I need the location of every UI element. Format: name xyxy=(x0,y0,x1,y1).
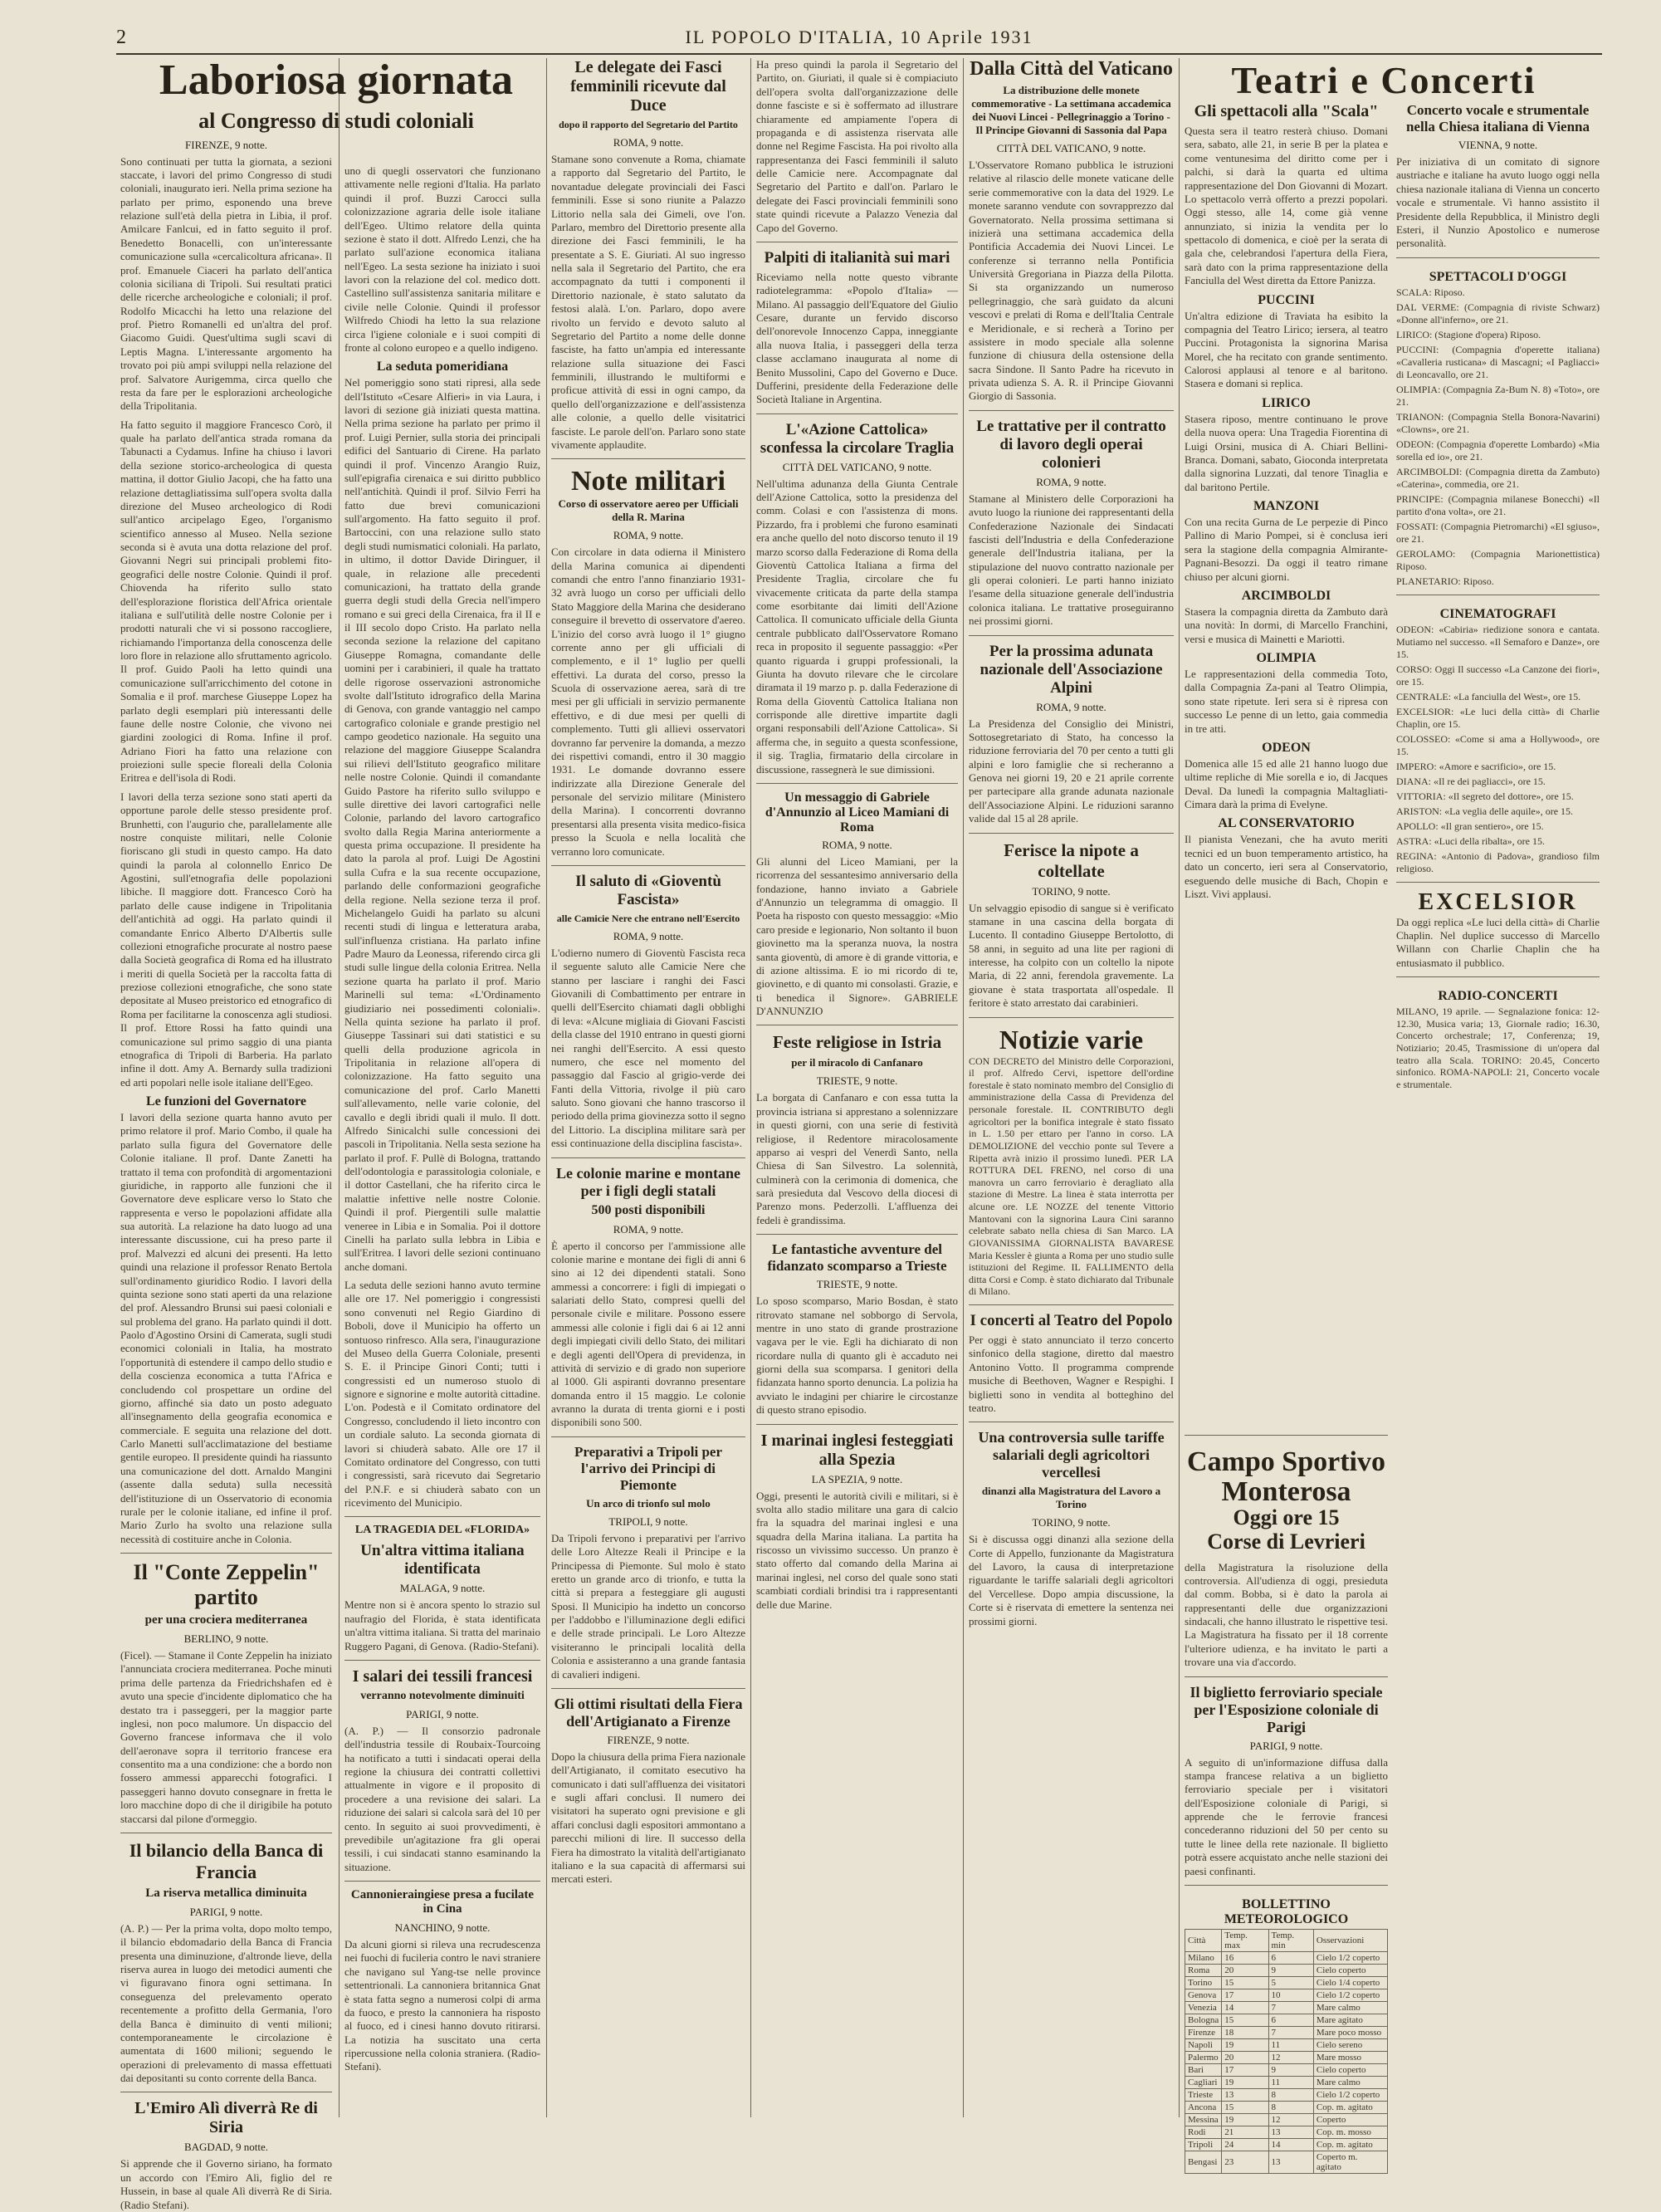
article-alpini xyxy=(969,635,1174,826)
listing-items xyxy=(1396,286,1600,588)
table-row xyxy=(1185,1976,1388,1989)
article-palpiti xyxy=(756,242,958,407)
table-cell: Bari xyxy=(1185,2063,1222,2076)
table-cell: Napoli xyxy=(1185,2038,1222,2051)
section-heading: Le funzioni del Governatore xyxy=(145,1094,307,1109)
meteo-body xyxy=(1185,1951,1388,2173)
article-headline: Notizie varie xyxy=(999,1024,1144,1055)
article-body: Domenica alle 15 ed alle 21 hanno luogo due ultime repliche di Mie sorella e io, di Jacques Deval. Da lunedì la compagnia Maltagliati-Cimara darà la prima di Evelyne. xyxy=(1185,756,1388,810)
table-cell: 19 xyxy=(1222,2076,1268,2088)
table-cell: 17 xyxy=(1222,2063,1268,2076)
table-cell: Cielo 1/2 coperto xyxy=(1313,1989,1387,2001)
article-tripoli xyxy=(551,1436,745,1681)
article-body: Per oggi è stato annunciato il terzo concerto sinfonico della stagione, diretto dal maestro Antonino Votto. Il programma comprende musiche di Beethoven, Wagner e Respighi. I biglietti sono in vendita al botteghino del teatro. xyxy=(969,1334,1174,1414)
article-body: Con circolare in data odierna il Ministero della Marina comunica ai dipendenti comandi che entro l'anno finanziario 1931-32 avrà luogo un corso per ufficiali dello Stato Maggiore della Marina che desiderano conseguire il brevetto di osservatore d'aereo. L'inizio del corso avrà luogo il 1° giugno corrente anno per gli ufficiali di complemento, e il 1° luglio per quelli effettivi. La durata del corso, presso la Scuola di osservazione aerea, sarà di tre mesi per gli ufficiali in servizio permanente effettivo, e di due mesi per quelli di complemento. Tutti gli allievi osservatori dovranno far pervenire la domanda, a mezzo dei rispettivi comandi, entro il 30 maggio 1931. Le domande dovranno essere indirizzate alla Direzione Generale del personale del servizio militare (Ministero della Marina). I concorrenti dovranno presentarsi alla presenta visita medico-fisica presso la Scuola e nella località che verranno loro comunicate. xyxy=(551,546,745,858)
article-body: Da Tripoli fervono i preparativi per l'arrivo delle Loro Altezze Reali il Principe e la Principessa di Piemonte. Sul molo è stato eretto un grande arco di trionfo, e tutta la città si prepara a festeggiare gli augusti Sposi. Il Municipio ha indetto un concorso per l'addobbo e l'illuminazione degli edifici e delle strade principali. Le Loro Altezze visiteranno le principali località della Colonia e assisteranno a una grande fantasia di cavalieri indigeni. xyxy=(551,1531,745,1681)
article-body: Stamane al Ministero delle Corporazioni ha avuto luogo la riunione dei rappresentanti della Confederazione Nazionale dei Sindacati fascisti dell'Industria e della Confederazione generale dell'Industria italiana, per la stipulazione del nuovo contratto nazionale per gli operai colonieri. Le parti hanno iniziato l'esame della situazione generale dell'industria colonica italiana. Le trattative proseguiranno nei prossimi giorni. xyxy=(969,492,1174,628)
article-body: (A. P.) — Il consorzio padronale dell'industria tessile di Roubaix-Tourcoing ha notificato a tutti i sindacati operai della regione la chiusura dei contratti collettivi attualmente in vigore e il proposito di procedere a una revisione dei salari. La riduzione dei salari si calcola sarà del 10 per cento. In seguito ai suoi provvedimenti, è prevedibile un'agitazione fra gli operai tessili, i cui sindacati stanno esaminando la situazione. xyxy=(344,1724,540,1873)
table-cell: Cielo 1/2 coperto xyxy=(1313,2088,1387,2101)
article-marinai xyxy=(756,1424,958,1612)
dateline: PARIGI, 9 notte. xyxy=(406,1707,479,1720)
article-bank xyxy=(120,1833,332,2086)
table-cell: 9 xyxy=(1268,2063,1313,2076)
table-cell: 23 xyxy=(1222,2151,1268,2173)
table-cell: 8 xyxy=(1268,2088,1313,2101)
dateline: BERLINO, 9 notte. xyxy=(183,1632,269,1646)
table-cell: Palermo xyxy=(1185,2051,1222,2063)
listing-heading: SPETTACOLI D'OGGI xyxy=(1429,269,1567,284)
meteo-column-header: Temp. max xyxy=(1222,1929,1268,1951)
article-fidanzato xyxy=(756,1234,958,1417)
listing-item: REGINA: «Antonio di Padova», grandioso film religioso. xyxy=(1396,849,1600,874)
table-cell: 11 xyxy=(1268,2038,1313,2051)
article-body: L'Osservatore Romano pubblica le istruzioni relative al rilascio delle monete vaticane delle serie commemorative con la data del 1929. Le monete saranno vendute con sovrapprezzo dal Governatorato. Nella prossima settimana si inizierà una settimana accademica della Pontificia Accademia dei Nuovi Lincei. Le conferenze si terranno nella Pontificia Università Gregoriana in Piazza della Pilotta. Si sta organizzando un numeroso pellegrinaggio, che sarà guidato da alcuni vescovi e prelati di Roma e dell'Italia Centrale e Meridionale, e si recherà a Torino per assistere in modo speciale alla solenne funzione di chiusura della ostensione della sacra Sindone. Il Santo Padre ha ricevuto in privata udienza S. A. R. il Principe Giovanni Giorgio di Sassonia. xyxy=(969,159,1174,403)
article-body: Per iniziativa di un comitato di signore austriache e italiane ha avuto luogo oggi nella chiesa nazionale italiana di Vienna un concerto vocale e strumentale. Vi hanno assistito il Presidente della Repubblica, il Ministro degli Esteri, il Nunzio Apostolico e numerose personalità. xyxy=(1396,155,1600,250)
article-headline: Feste religiose in Istria xyxy=(772,1032,942,1053)
column-4 xyxy=(756,58,958,2117)
section-title: Teatri e Concerti xyxy=(1231,59,1536,101)
article-body: Riceviamo nella notte questo vibrante radiotelegramma: «Popolo d'Italia» — Milano. Al passaggio dell'Equatore del Giulio Cesare, durante un fervido discorso dell'onorevole Innocenzo Cappa, inneggiante alla nuova Italia, i passeggeri della terza classe acclamano inaugurata al nome di Benito Mussolini, Capo del Governo e Duce. Dufferini, presidente della Federazione delle Società Italiane in Argentina. xyxy=(756,270,958,406)
article-subheadline: per una crociera mediterranea xyxy=(144,1613,308,1627)
table-cell: 7 xyxy=(1268,2026,1313,2038)
article-textile xyxy=(344,1660,540,1874)
dateline: LA SPEZIA, 9 notte. xyxy=(811,1472,903,1485)
table-cell: 12 xyxy=(1268,2051,1313,2063)
dateline: FIRENZE, 9 notte. xyxy=(607,1733,690,1746)
article-artigianato xyxy=(551,1688,745,1887)
article-headline: Il bilancio della Banca di Francia xyxy=(129,1839,324,1882)
table-cell: Cop. m. mosso xyxy=(1313,2126,1387,2138)
article-subheadline: alle Camicie Nere che entrano nell'Esercito xyxy=(556,912,740,924)
cinema-listing xyxy=(1396,595,1600,875)
listing-item: TRIANON: (Compagnia Stella Bonora-Navarini) «Clowns», ore 21. xyxy=(1396,410,1600,435)
table-row xyxy=(1185,2101,1388,2113)
column-6-bottom xyxy=(1185,1428,1600,2172)
listing-item: ARISTON: «La veglia delle aquile», ore 15. xyxy=(1396,805,1574,817)
table-row xyxy=(1185,1951,1388,1964)
listing-heading: CINEMATOGRAFI xyxy=(1439,606,1556,621)
article-body: Il pianista Venezani, che ha avuto meriti tecnici ed un buon temperamento artistico, ha dato un concerto, ieri sera al Conservatorio, eseguendo delle musiche di Bach, Chopin e Liszt. Vivi applausi. xyxy=(1185,833,1388,900)
table-cell: 19 xyxy=(1222,2038,1268,2051)
article-body: Oggi, presenti le autorità civili e militari, si è svolta allo stadio militare una gara di calcio fra la squadra del marinai inglesi e una squadra della Marina italiana. La partita ha riscosso un vivissimo successo. Un pranzo è stato offerto dal comando della Marina ai marinai inglesi, nel corso del quale sono stati scambiati cordiali brindisi tra i rappresentanti delle due Marine. xyxy=(756,1489,958,1611)
column-rule xyxy=(546,58,547,2117)
ad-line: Corse di Levrieri xyxy=(1207,1529,1365,1554)
table-cell: Bologna xyxy=(1185,2014,1222,2026)
listing-item: ARCIMBOLDI: (Compagnia diretta da Zambuto) «Caterina», commedia, ore 21. xyxy=(1396,465,1600,490)
theatre-name: ARCIMBOLDI xyxy=(1241,588,1331,603)
article-body: Nell'ultima adunanza della Giunta Centrale dell'Azione Cattolica, sotto la presidenza del comm. Colasi e con l'assistenza di mons. Pizzardo, fra i problemi che furono esaminati era anche quello del noto discorso tenuto il 19 marzo scorso dalla Federazione di Roma della Gioventù Cattolica Italiana a firma del Presidente Traglia, circolare che fu vivacemente criticata da parte della stampa come esorbitante dai limiti dell'Azione Cattolica. Il comunicato ufficiale della Giunta centrale pubblicato dall'Osservatore Romano reca in proposito il seguente passaggio: «Per quanto riguarda i gruppi professionali, la Giunta ha dovuto rilevare che le circolare diramata il 19 marzo p. p. dalla Federazione di Roma della Gioventù Cattolica Italiana non corrisponde alle direttive impartite dagli organi responsabili dell'Azione Cattolica». Si afferma che, in seguito a questa sconfessione, il sig. Traglia, firmatario della circolare in discussione, rassegnerà le sue dimissioni. xyxy=(756,477,958,776)
article-body: (Ficel). — Stamane il Conte Zeppelin ha iniziato l'annunciata crociera mediterranea. Poche minuti prima delle partenza da Friedrichshafen ed è avuto una specie d'incidente diplomatico che ha destato tra i passeggeri, per la maggior parte inglesi, non poco malumore. Un dispaccio del Governo francese informava che il volo dell'aeronave sopra il territorio francese era consentito ma a una condizione: che a bordo non fossero ammessi apparecchi fotografici. I passeggeri hanno dovuto consegnare in fretta le loro macchine dopo di che il dirigibile ha potuto staccarsi dal pilone d'ormeggio. xyxy=(120,1649,332,1825)
ad-body: Da oggi replica «Le luci della città» di Charlie Chaplin. Nel duplice successo di Marcello Willann con Charlie Chaplin che ha entusiasmato il pubblico. xyxy=(1396,915,1600,969)
article-body: Gli alunni del Liceo Mamiani, per la ricorrenza del sessantesimo anniversario della fondazione, hanno inviato a Gabriele d'Annunzio un telegramma di omaggio. Il Poeta ha risposto con questo messaggio: «Mio caro preside e legionario, Non soltanto il buon giovinetto ma la speranza nuova, la nostra santa gioventù, di amore è di grande vittoria, e di azione altissima. E io mi ricordo di te, giovinetto, e di quanto mi consolasti. Grazie, e ti benedica il Signore». GABRIELE D'ANNUNZIO xyxy=(756,854,958,1017)
article-body: (A. P.) — Per la prima volta, dopo molto tempo, il bilancio ebdomadario della Banca di Francia presenta una diminuzione, d'altronde lieve, della riserva aurea in luogo dei metodici aumenti che vi figuravano finora ogni settimana. In conseguenza del prelevamento operato recentemente a profitto della Germania, l'oro della Banca è diminuito di venti milioni; contemporaneamente le circolazione è aumentata di 1600 milioni; seguendo le operazioni di prelevamento di massa effettuati dai depositanti su conto corrente della Banca. xyxy=(120,1921,332,2085)
article-trattative xyxy=(969,410,1174,629)
article-subheadline: La distribuzione delle monete commemorative - La settimana accademica dei Nuovi Lincei - Pellegrinaggio a Torino - Il Principe Giovanni di Sassonia dal Papa xyxy=(971,84,1171,136)
table-row xyxy=(1185,2051,1388,2063)
listing-item: PLANETARIO: Riposo. xyxy=(1396,575,1494,587)
article-headline: Preparativi a Tripoli per l'arrivo dei Principi di Piemonte xyxy=(574,1443,722,1493)
column-rule xyxy=(750,58,751,2117)
article-body: Si apprende che il Governo siriano, ha formato un accordo con l'Emiro Alì, figlio del re Hussein, in base al quale Alì diverrà Re di Siria. (Radio Stefani). xyxy=(120,2157,332,2211)
table-cell: Genova xyxy=(1185,1989,1222,2001)
table-cell: Coperto xyxy=(1313,2113,1387,2126)
article-subheadline: per il miracolo di Canfanaro xyxy=(791,1056,923,1069)
theatre-name: AL CONSERVATORIO xyxy=(1218,816,1355,831)
article-agricoltori xyxy=(969,1422,1174,1628)
table-row xyxy=(1185,2038,1388,2051)
table-row xyxy=(1185,2076,1388,2088)
table-cell: 17 xyxy=(1222,1989,1268,2001)
table-cell: Mare mosso xyxy=(1313,2051,1387,2063)
article-body: I lavori della sezione quarta hanno avuto per primo relatore il prof. Mario Combo, il quale ha parlato sulla figura del Governatore delle Colonie italiane. Il prof. Dante Zanetti ha trattato il tema con profondità di argomentazioni giuridiche, in rapporto alle funzioni che il Governatore deve esplicare verso lo Stato che rappresenta e verso le popolazioni affidate alla sua autorità. La relazione ha dato luogo ad una interessante discussione, cui ha preso parte il prof. Malvezzi ed alcuni dei presenti. Ha letto quindi una relazione il professor Renato Bertola sull'ordinamento giuridico Rodio. I lavori della quinta sezione sono stati aperti da una relazione del prof. Alessandro Brunsi sui paesi coloniali e sul problema del grano. Ha parlato quindi il dott. Paolo d'Agostino Orsini di Camerata, sugli studi economici coloniali in Italia, ha mostrato l'opportunità di estendere il campo dello studio e della coscienza economica a tutta l'Africa e concludendo col prospettare un ordine del giorno, affinché sia dato un posto adeguato all'insegnamento della geografia economica e commerciale. E seguita una relazione del dott. Carlo Manetti sull'acclimatazione del bestiame gentile europeo. Il presidente quindi ha riassunto una comunicazione del dott. Arnaldo Mangini (assente dalla seduta) sulla necessità dell'istituzione di un Osservatorio di economia rurale per le colonie italiane, ed infine il prof. Mario Zurlo ha svolto una relazione sulla necessità di costituire anche in Colonia. xyxy=(120,1111,332,1545)
table-cell: 12 xyxy=(1268,2113,1313,2126)
article-body: Questa sera il teatro resterà chiuso. Domani sera, sabato, alle 21, in serie B per la platea e come ventunesima del diritto come per i palchi, si darà la quarta ed ultima rappresentazione del Don Giovanni di Mozart. Lo spettacolo verrà offerto a prezzi popolari. Oggi stesso, alle 14, come già venne annunziato, si inizia la vendita per lo spettacolo di domenica, e cioè per la serata di gala che, celebrandosi l'apertura della Fiera, sarà dato con la prima rappresentazione della Fanciulla del West diretta da Ettore Panizza. xyxy=(1185,125,1388,287)
article-headline: L'Emiro Alì diverrà Re di Siria xyxy=(134,2099,318,2137)
column-rule xyxy=(339,58,340,2117)
table-cell: 13 xyxy=(1268,2126,1313,2138)
theatre-name: OLIMPIA xyxy=(1256,651,1317,665)
article-headline: I salari dei tessili francesi xyxy=(352,1666,533,1686)
table-cell: Cielo coperto xyxy=(1313,1964,1387,1976)
listing-item: DAL VERME: (Compagnia di riviste Schwarz) «Donne all'inferno», ore 21. xyxy=(1396,301,1600,325)
meteo-column-header: Città xyxy=(1185,1929,1222,1951)
article-headline: Le fantastiche avventure del fidanzato scomparso a Trieste xyxy=(767,1241,947,1275)
article-headline: I concerti al Teatro del Popolo xyxy=(970,1312,1173,1329)
article-headline: Per la prossima adunata nazionale dell'Associazione Alpini xyxy=(980,642,1163,697)
listing-items xyxy=(1396,624,1600,875)
table-cell: 15 xyxy=(1222,2101,1268,2113)
article-subheadline: Corso di osservatore aereo per Ufficiali della R. Marina xyxy=(558,497,739,524)
ad-headline: Campo Sportivo Monterosa xyxy=(1187,1446,1385,1507)
article-body: La Presidenza del Consiglio dei Ministri, Sottosegretariato di Stato, ha concesso la riduzione ferroviaria del 70 per cento a tutti gli alpini e loro famiglie che si recheranno a Genova nei giorni 19, 20 e 21 aprile corrente per partecipare alla grande adunata nazionale dell'Associazione Alpini. Le riduzioni saranno valide dal 15 al 28 aprile. xyxy=(969,717,1174,825)
article-body: La borgata di Canfanaro e con essa tutta la provincia istriana si apprestano a solennizzare in questi giorni, con una serie di festività religiose, il Redentore miracolosamente apparso ai vespri del Venerdì Santo, nella Chiesa di San Silvestro. La solennità, culminerà con la cerimonia di domenica, che sarà presieduta dal Vescovo della diocesi di Parenzo mons. Pederzolli. L'affluenza dei fedeli è grandissima. xyxy=(756,1091,958,1226)
article-biglietto xyxy=(1185,1676,1388,1878)
listing-item: LIRICO: (Stagione d'opera) Riposo. xyxy=(1396,328,1541,340)
dateline: ROMA, 9 notte. xyxy=(613,136,684,149)
excelsior-ad xyxy=(1396,882,1600,971)
dateline: MALAGA, 9 notte. xyxy=(399,1582,486,1595)
bottom-left xyxy=(1185,1428,1388,2174)
column-3 xyxy=(551,58,745,2117)
table-cell: 15 xyxy=(1222,1976,1268,1989)
table-cell: Mare calmo xyxy=(1313,2001,1387,2014)
table-row xyxy=(1185,2063,1388,2076)
table-cell: Bengasi xyxy=(1185,2151,1222,2173)
listing-item: CORSO: Oggi Il successo «La Canzone dei fiori», ore 15. xyxy=(1396,663,1600,688)
table-cell: Cielo coperto xyxy=(1313,2063,1387,2076)
dateline: TORINO, 9 notte. xyxy=(1032,1516,1111,1529)
article-headline: Concerto vocale e strumentale nella Chiesa italiana di Vienna xyxy=(1405,102,1590,135)
dateline: PARIGI, 9 notte. xyxy=(1249,1739,1323,1752)
listing-body: MILANO, 19 aprile. — Segnalazione fonica: 12-12.30, Musica varia; 13, Giornale radio; 16.30, Concerto orchestrale; 17, Conferenza; 19, Notiziario; 20.45, Trasmissione di un'opera dal teatro alla Scala. TORINO: 20.45, Concerto sinfonico. ROMA-NAPOLI: 21, Concerto vocale e strumentale. xyxy=(1396,1006,1600,1090)
meteo-table xyxy=(1185,1929,1388,2174)
dateline: ROMA, 9 notte. xyxy=(822,838,892,851)
article-body: L'odierno numero di Gioventù Fascista reca il seguente saluto alle Camicie Nere che stanno per lasciare i ranghi dei Fasci Giovanili di Combattimento per entrare in quelli dell'Esercito chiamati dagli obblighi di leva: «Alcune migliaia di Giovani Fascisti della classe del 1910 entrano in questi giorni nei ranghi dell'Esercito. A essi questo numero, che esce nel momento del passaggio dal Fascio al grigio-verde dei Fanti della Vittoria, rivolge il più caro saluto. Sono giovani che hanno trascorso il periodo della prima giovinezza sotto il segno del Littorio. La disciplina militare sarà per essi continuazione della disciplina fascista». xyxy=(551,946,745,1150)
table-cell: Cielo 1/2 coperto xyxy=(1313,1951,1387,1964)
table-cell: Mare agitato xyxy=(1313,2014,1387,2026)
table-row xyxy=(1185,2014,1388,2026)
dateline: FIRENZE, 9 notte. xyxy=(185,138,267,151)
table-cell: 24 xyxy=(1222,2138,1268,2151)
article-body: CON DECRETO del Ministro delle Corporazioni, il prof. Alfredo Cervi, ispettore dell'ordine forestale è stato nominato membro del Consiglio di amministrazione della Cassa di Previdenza del personale forestale. IL CONTRIBUTO degli agricoltori per la bonifica integrale è stato fissato in L. 1.50 per ettaro per l'anno in corso. LA DEMOLIZIONE del vecchio ponte sul Tevere a Ripetta avrà inizio il prossimo lunedì. PER LA ROTTURA DEL FRENO, nel corso di una manovra un carro ferroviario è deragliato alla stazione di Mestre. La linea è stata interrotta per alcune ore. LE NOZZE del tenente Vittorio Mantovani con la signorina Laura Cini saranno celebrate sabato nella chiesa di San Marco. LA GIOVANISSIMA GIORNALISTA BAVARESE Maria Kessler è giunta a Roma per uno studio sulle istituzioni del Regime. IL FALLIMENTO della ditta Corsi e Comp. è stato dichiarato dal Tribunale di Milano. xyxy=(969,1055,1174,1298)
article-body: La seduta delle sezioni hanno avuto termine alle ore 17. Nel pomeriggio i congressisti sono convenuti nel Regio Giardino di Boboli, dove il Municipio ha offerto un sontuoso rinfresco. Alla sera, l'inaugurazione del Museo della Guerra Coloniale, presenti S. E. il Principe Ginori Conti; tutti i congressisti ed un numeroso stuolo di signore e signorine e molte autorità cittadine. L'on. Podestà e il Comitato ordinatore del Congresso, concludendo il lieto incontro con un cordiale saluto. La seconda giornata di lavori si chiuderà sabato. Alle ore 17 il Comitato ordinatore del Congresso, con tutti i congressisti, sarà ricevuto dai Segretario del P.N.F. e si chiuderà sabato con un ricevimento del Municipio. xyxy=(344,1279,540,1509)
dateline: ROMA, 9 notte. xyxy=(613,929,684,942)
meteo-column-header: Temp. min xyxy=(1268,1929,1313,1951)
dateline: CITTÀ DEL VATICANO, 9 notte. xyxy=(782,460,932,473)
table-cell: Firenze xyxy=(1185,2026,1222,2038)
table-cell: Torino xyxy=(1185,1976,1222,1989)
article-headline: Le trattative per il contratto di lavoro degli operai colonieri xyxy=(976,417,1166,472)
article-body: Lo sposo scomparso, Mario Bosdan, è stato ritrovato stamane nel sobborgo di Servola, mentre in uno stato di grande prostrazione vagava per le vie. Egli ha dichiarato di non ricordare nulla di quanto gli è accaduto nei giorni della sua scomparsa. I genitori della fidanzata hanno sporto denuncia. La polizia ha avviato le indagini per chiarire le circostanze di questo strano episodio. xyxy=(756,1294,958,1417)
section-heading: La seduta pomeridiana xyxy=(376,360,509,374)
dateline: ROMA, 9 notte. xyxy=(613,529,684,542)
article-body: Con una recita Gurna de Le perpezie di Pinco Pallino di Mario Pompei, si è conclusa ieri sera la stagione della compagnia Almirante-Pagnani-Besozzi. Da oggi il teatro rimane chiuso per alcuni giorni. xyxy=(1185,516,1388,583)
table-cell: 6 xyxy=(1268,1951,1313,1964)
listing-item: COLOSSEO: «Come si ama a Hollywood», ore 15. xyxy=(1396,732,1600,757)
article-headline: Il "Conte Zeppelin" partito xyxy=(133,1560,320,1610)
dateline: VIENNA, 9 notte. xyxy=(1458,139,1538,151)
table-row xyxy=(1185,2126,1388,2138)
dateline: ROMA, 9 notte. xyxy=(1036,475,1107,488)
article-headline: Note militari xyxy=(571,466,725,497)
article-body: Dopo la chiusura della prima Fiera nazionale dell'Artigianato, il comitato esecutivo ha comunicato i dati sull'affluenza dei visitatori e sugli affari conclusi. Il numero dei visitatori ha superato ogni previsione e gli affari conclusi dagli espositori ammontano a parecchi milioni di lire. Il successo della Fiera ha dimostrato la vitalità dell'artigianato italiano e la sua capacità di affermarsi sui mercati esteri. xyxy=(551,1750,745,1886)
table-row xyxy=(1185,2001,1388,2014)
table-cell: 8 xyxy=(1268,2101,1313,2113)
article-body: Da alcuni giorni si rileva una recrudescenza nei fuochi di fucileria contro le navi straniere che navigano sul Yang-tse nelle province settentrionali. La cannoniera britannica Gnat è stata fatta segno a numerosi colpi di arma da fuoco, e presto la cannoniera ha risposto al fuoco, ed i cinesi hanno dovuto ritirarsi. La notizia ha suscitato una certa ripercussione nella colonia straniera. (Radio-Stefani). xyxy=(344,1938,540,2073)
article-headline: Palpiti di italianità sui mari xyxy=(764,248,950,267)
article-body: Stasera la compagnia diretta da Zambuto darà una novità: In dormi, di Marcello Franchini, versi e musica di Mainetti e Mariotti. xyxy=(1185,604,1388,645)
theatre-left xyxy=(1185,102,1388,906)
article-feste-istria xyxy=(756,1025,958,1227)
listing-item: VITTORIA: «Il segreto del dottore», ore 15. xyxy=(1396,790,1574,802)
table-cell: Messina xyxy=(1185,2113,1222,2126)
dateline: ROMA, 9 notte. xyxy=(1036,700,1107,713)
meteo-header-row xyxy=(1185,1929,1388,1951)
table-cell: 19 xyxy=(1222,2113,1268,2126)
table-cell: 13 xyxy=(1222,2088,1268,2101)
dateline: ROMA, 9 notte. xyxy=(613,1222,684,1236)
table-row xyxy=(1185,2138,1388,2151)
article-subheadline: dinanzi alla Magistratura del Lavoro a Torino xyxy=(981,1485,1161,1511)
article-body: Sono continuati per tutta la giornata, a sezioni staccate, i lavori del primo Congresso di studi coloniali, inaugurato ieri. Nella prima sezione ha parlato per primo, esponendo una breve relazione sull'età della pietra in Libia, il prof. Amilcare Fanlcui, ed in fatto seguito il prof. Benedetto Bonacelli, con un'interessante comunicazione sulla «cercalicoltura africana». Il prof. Emanuele Ciaceri ha parlato dell'antica colonia siciliana di Tripoli. Sui resultati pratici delle ricerche archeologiche e coloniali; il prof. Rodolfo Micacchi ha letto una relazione del prof. Pietro Romanelli ed un'altra del prof. Giacomo Guidi. Quest'ultima sugli scavi di Leptis Magna. L'interessante argomento ha trovato poi più ampi sviluppi nella relazione del prof. Salvatore Aurigemma, circa quello che resta da fare per le esplorazioni archeologiche della Tripolitania. xyxy=(120,154,332,413)
article-body: Stamane sono convenute a Roma, chiamate a rapporto dal Segretario del Partito, le novantadue delegate provinciali dei Fasci femminili. Esse si sono riunite a Palazzo Littorio nella sala dei Gimeli, ove l'on. Parlaro, membro del Direttorio presente alla direzione dei Fasci femminili, le ha presentate a S. E. Giuriati. Al suo ingresso nella sala il Segretario del Partito, che era accompagnato da tutti i componenti il Direttorio nazionale, è stato salutato da festosi alalà. L'on. Parlaro, dopo avere rivolto un fervido e devoto saluto al Segretario del Partito a nome delle donne fasciste, ha fatto un'ampia ed interessante relazione sulla situazione dei Fasci femminili, illustrando le multiformi e proficue attività di essi in ogni campo, da quello dell'organizzazione e dell'assistenza alle colonie, a quello delle visitatrici fasciste. Le parole dell'on. Parlaro sono state vivamente applaudite. xyxy=(551,153,745,451)
table-cell: Milano xyxy=(1185,1951,1222,1964)
monterosa-ad xyxy=(1185,1435,1388,1554)
table-cell: 20 xyxy=(1222,2051,1268,2063)
table-cell: Cop. m. agitato xyxy=(1313,2138,1387,2151)
table-cell: Cagliari xyxy=(1185,2076,1222,2088)
article-headline: Cannonieraingiese presa a fucilate in Cina xyxy=(350,1888,535,1916)
listing-item: PRINCIPE: (Compagnia milanese Bonecchi) «Il partito d'ona volta», ore 21. xyxy=(1396,492,1600,517)
table-row xyxy=(1185,2113,1388,2126)
table-cell: Tripoli xyxy=(1185,2138,1222,2151)
dateline: TORINO, 9 notte. xyxy=(1032,884,1111,898)
article-headline: Ferisce la nipote a coltellate xyxy=(1004,839,1139,881)
article-gioventu xyxy=(551,865,745,1151)
theatre-name: MANZONI xyxy=(1253,499,1320,513)
column-rule xyxy=(1179,58,1180,2117)
main-headline: Laboriosa giornata xyxy=(159,56,514,104)
article-dannunzio xyxy=(756,783,958,1019)
table-cell: Trieste xyxy=(1185,2088,1222,2101)
article-body: Un'altra edizione di Traviata ha esibito la compagnia del Teatro Lirico; iersera, al teatro Puccini. Protagonista la signorina Marisa Morel, che ha recitato con grande sentimento. Calorosi applausi al tenore e al baritono. Stasera e domani si replica. xyxy=(1185,309,1388,390)
theatre-name: ODEON xyxy=(1262,740,1311,755)
article-subheadline: 500 posti disponibili xyxy=(591,1202,706,1217)
article-notizie-varie xyxy=(969,1017,1174,1299)
article-headline: Le colonie marine e montane per i figli degli statali xyxy=(556,1164,740,1199)
dateline: NANCHINO, 9 notte. xyxy=(394,1921,491,1934)
dateline: TRIPOLI, 9 notte. xyxy=(608,1515,688,1528)
article-body: Mentre non si è ancora spento lo strazio sul naufragio del Florida, è stata identificata un'altra vittima italiana. Si tratta del marinaio Ruggero Pagani, di Genova. (Radio-Stefani). xyxy=(344,1598,540,1652)
paper-title: IL POPOLO D'ITALIA, 10 Aprile 1931 xyxy=(685,27,1033,47)
dateline: TRIESTE, 9 notte. xyxy=(816,1278,898,1291)
table-cell: Ancona xyxy=(1185,2101,1222,2113)
column-5 xyxy=(969,58,1174,2117)
table-cell: 10 xyxy=(1268,1989,1313,2001)
listing-heading: RADIO-CONCERTI xyxy=(1438,989,1558,1004)
article-colonie xyxy=(551,1157,745,1430)
article-headline: Dalla Città del Vaticano xyxy=(970,58,1173,80)
table-cell: 9 xyxy=(1268,1964,1313,1976)
masthead xyxy=(116,25,1602,55)
article-gunboat xyxy=(344,1881,540,2074)
table-row xyxy=(1185,2151,1388,2173)
table-cell: 13 xyxy=(1268,2151,1313,2173)
article-body: della Magistratura la risoluzione della controversia. All'udienza di oggi, presieduta dal comm. Bobba, si è dato la parola ai rappresentanti delle due organizzazioni sindacali, che hanno illustrato le rispettive tesi. La Magistratura ha fissato per il 18 corrente l'ulteriore udienza, e ha invitato le parti a trovare una via d'accordo. xyxy=(1185,1560,1388,1669)
ad-line: Oggi ore 15 xyxy=(1233,1505,1340,1530)
listing-item: ASTRA: «Luci della ribalta», ore 15. xyxy=(1396,834,1545,847)
listing-item: DIANA: «Il re dei pagliacci», ore 15. xyxy=(1396,775,1546,787)
column-2 xyxy=(344,164,540,2117)
listing-item: FOSSATI: (Compagnia Pietromarchi) «El sgiuso», ore 21. xyxy=(1396,520,1600,545)
article-body: I lavori della terza sezione sono stati aperti da opportune parole delle stesso presidente prof. Brunhetti, con l'augurio che, parallelamente alle nostre conquiste militari, nelle Colonie fioriscano gli studi in questo campo. Ha dato quindi la parola al colonnello Enrico De Agostini, sull'etnografia delle popolazioni libiche. Il maggiore dott. Francesco Corò ha parlato delle cause indigene in Tripolitania dell'antichità ad oggi. Ha parlato quindi il comandante Enrico Alberto D'Albertis sulle collezioni etnografiche procurate al nostro paese dalla Società geografica di Roma ed ha illustrato i meriti di quella Società per la raccolta fatta di preziose collezioni etnografiche, che sono state depositate al Museo preistorico ed etnografico di Roma per facilitarne la conoscenza agli studiosi. Il prof. Ettore Rossi ha fatto quindi una comunicazione sul primo saggio di una pianta etnografica di Tripoli di Barberia. Ha parlato infine il dott. Amy A. Bernardy sulla tradizioni ed arti popolari nelle isole italiane dell'Egeo. xyxy=(120,790,332,1089)
article-body: Nel pomeriggio sono stati ripresi, alla sede dell'Istituto «Cesare Alfieri» in via Laura, i lavori di sezione già iniziati questa mattina. Nella prima sezione ha parlato per primo il prof. Luigi Pernier, sulla storia dei principali edifici del Santuario di Cirene. Ha parlato quindi il prof. Vincenzo Arangio Ruiz, sull'epigrafia cirenaica e sui diritto pubblico nell'antichità. Quindi il prof. Silvio Ferri ha fatto due brevi comunicazioni sull'argomento. Ha fatto seguito il prof. Bartoccini, con una relazione sullo stato degli studi numismatici coloniali. Ha parlato, in ultimo, il dottor Davide Diringuer, il quale, in relazione alle precedenti comunicazioni, ha trattato della grande guerra degli studi della Grecia nell'impero romano e sui greci della Cirenaica, fra il II e il III secolo dopo Cristo. Ha parlato nella seconda sezione la relazione del capitano Giuseppe Romagna, comandante delle uomini per i carabinieri, il quale ha trattato delle rigorose osservazioni astronomiche svolte dall'Istituto idrografico della Marina di Genova, con grande vantaggio nel campo cartografico coloniale e grande prestigio nel campo geodetico nazionale. Ha seguito una relazione del maggiore Giuseppe Scalandra sui rilievi dell'Istituto geografico militare nelle nostre Colonie. Quindi il comandante Guido Pastore ha riferito sullo sviluppo e sulle direttive dei lavori cartografici nelle Colonie, parlando del lavoro cartografico svolto dalla Regia Marina anteriormente a questa prima occupazione. Il presidente ha dato la parola al prof. Luigi De Agostini sulla Cufra e la sua recente occupazione, parlando delle conformazioni geografiche della regione. Nella sezione terza il prof. Michelangelo Guidi ha parlato su alcuni recenti studi di lingua e letteratura araba, sull'influenza cristiana. Ha parlato infine Padre Mauro da Leonessa, riferendo circa gli studi sulle lingue della colonia Eritrea. Nella sezione quarta ha parlato il prof. Mario Marinelli sul tema: «L'Ordinamento giudiziario nei possedimenti coloniali». Nella quinta sezione ha parlato il prof. Giuseppe Tassinari sui dati statistici e su quelli della produzione agricola in Tripolitania in relazione all'opera di colonizzazione. Ha fatto seguito una comunicazione del prof. Carlo Manetti sull'allevamento, nelle varie colonie, del cavallo e degli ibridi quali il mulo. Il dott. Alfredo Sinicalchi sulle concessioni dei pascoli in Tripolitania. Nella sesta sezione ha parlato il prof. F. Pullè di Bologna, trattando dell'odontologia e parassitologia coloniale, e il dottor Castellani, che ha riferito circa le malattie infettive nelle nostre Colonie. Quindi il prof. Piergentili sulle malattie veneree in Libia e in Somalia. Poi il dottore Cinelli ha parlato sulla lebbra in Libia e sull'Eritrea. I lavori delle sezioni continuano anche domani. xyxy=(344,376,540,1273)
table-row xyxy=(1185,2026,1388,2038)
article-body: Stasera riposo, mentre continuano le prove della nuova opera: Una Tragedia Fiorentina di Luigi Orsini, musica di A. Chiari Bellini-Branca. Domani, sabato, Gioconda interpretata dalla signorina Luzzati, dal tenore Tinaglia e dal baritono Pertile. xyxy=(1185,412,1388,493)
main-subheadline: al Congresso di studi coloniali xyxy=(198,108,474,133)
article-subheadline: Un arco di trionfo sul molo xyxy=(586,1496,711,1510)
table-cell: 14 xyxy=(1268,2138,1313,2151)
article-subheadline: dopo il rapporto del Segretario del Partito xyxy=(559,119,738,130)
table-cell: 14 xyxy=(1222,2001,1268,2014)
dateline: PARIGI, 9 notte. xyxy=(189,1905,263,1918)
article-headline: Un'altra vittima italiana identificata xyxy=(360,1542,525,1578)
ad-headline: EXCELSIOR xyxy=(1418,888,1578,915)
article-headline: Le delegate dei Fasci femminili ricevute dal Duce xyxy=(570,58,726,115)
article-body: A seguito di un'informazione diffusa dalla stampa francese relativa a un biglietto ferroviario speciale per i visitatori dell'Esposizione coloniale di Parigi, si apprende che le ferrovie francesi concederanno riduzioni del 50 per cento su tutte le linee della rete nazionale. Il biglietto potrà essere acquistato anche nelle stazioni dei paesi confinanti. xyxy=(1185,1755,1388,1877)
table-cell: 5 xyxy=(1268,1976,1313,1989)
listing-item: OLIMPIA: (Compagnia Za-Bum N. 8) «Toto», ore 21. xyxy=(1396,383,1600,408)
dateline: BAGDAD, 9 notte. xyxy=(183,2141,269,2154)
spettacoli-listing xyxy=(1396,257,1600,588)
article-headline: Gli spettacoli alla "Scala" xyxy=(1194,102,1379,120)
table-row xyxy=(1185,2088,1388,2101)
article-subheadline: La riserva metallica diminuita xyxy=(145,1886,307,1900)
table-cell: Rodi xyxy=(1185,2126,1222,2138)
listing-item: PUCCINI: (Compagnia d'operette italiana) «Cavalleria rusticana» di Mascagni; «I Pagliacci» di Leoncavallo, ore 21. xyxy=(1396,343,1600,380)
table-cell: 18 xyxy=(1222,2026,1268,2038)
table-cell: Venezia xyxy=(1185,2001,1222,2014)
article-tragedy xyxy=(344,1516,540,1653)
meteo-column-header: Osservazioni xyxy=(1313,1929,1387,1951)
table-cell: 6 xyxy=(1268,2014,1313,2026)
listing-item: ODEON: (Compagnia d'operette Lombardo) «Mia sorella ed io», ore 21. xyxy=(1396,438,1600,462)
theatre-name: PUCCINI xyxy=(1258,292,1315,307)
article-emir xyxy=(120,2092,332,2212)
table-row xyxy=(1185,1989,1388,2001)
listing-item: GEROLAMO: (Compagnia Marionettistica) Riposo. xyxy=(1396,547,1600,572)
article-headline: Gli ottimi risultati della Fiera dell'Artigianato a Firenze xyxy=(554,1695,743,1730)
meteo-bulletin xyxy=(1185,1885,1388,2174)
article-note-militari xyxy=(551,458,745,859)
listing-item: APOLLO: «Il gran sentiero», ore 15. xyxy=(1396,820,1544,832)
table-cell: 20 xyxy=(1222,1964,1268,1976)
article-headline: L'«Azione Cattolica» sconfessa la circolare Traglia xyxy=(760,420,955,457)
article-headline: Il saluto di «Gioventù Fascista» xyxy=(575,872,721,908)
article-headline: Il biglietto ferroviario speciale per l'Esposizione coloniale di Parigi xyxy=(1190,1683,1383,1735)
dateline: CITTÀ DEL VATICANO, 9 notte. xyxy=(996,142,1146,154)
table-cell: Cielo sereno xyxy=(1313,2038,1387,2051)
article-nipote xyxy=(969,833,1174,1011)
article-headline: Un messaggio di Gabriele d'Annunzio al Liceo Mamiani di Roma xyxy=(765,790,950,834)
table-cell: 11 xyxy=(1268,2076,1313,2088)
article-body: Ha preso quindi la parola il Segretario del Partito, on. Giuriati, il quale si è compiaciuto dell'opera svolta dall'organizzazione delle donne fasciste e si è soffermato ad illustrare chiaramente ed ampiamente l'opera di propaganda e di assistenza riservata alle donne nel Regime Fascista. Ha poi rivolto alla rappresentanza dei Fasci femminili il saluto delle Camicie nere. Accompagnate dal Segretario del Partito e dall'on. Parlaro le delegate dei Fasci provinciali femminili sono state quindi ricevute a Palazzo Venezia dal Capo del Governo. xyxy=(756,58,958,234)
listing-item: ODEON: «Cabiria» riedizione sonora e cantata. Mutiamo nel successo. «Il Semaforo e Danze», ore 15. xyxy=(1396,623,1600,660)
article-azione-cattolica xyxy=(756,414,958,776)
article-body: Si è discussa oggi dinanzi alla sezione della Corte di Appello, funzionante da Magistratura del Lavoro, la causa di interpretazione riguardante le tariffe salariali degli agricoltori del Vercellese. Dopo ampia discussione, la Corte si è riservata di emettere la sentenza nei prossimi giorni. xyxy=(969,1533,1174,1627)
table-cell: Cop. m. agitato xyxy=(1313,2101,1387,2113)
article-concerti xyxy=(969,1304,1174,1415)
theatre-right xyxy=(1396,102,1600,1096)
table-cell: Roma xyxy=(1185,1964,1222,1976)
article-headline: Una controversia sulle tariffe salariali degli agricoltori vercellesi xyxy=(978,1429,1165,1481)
article-headline: I marinai inglesi festeggiati alla Spezia xyxy=(760,1431,954,1469)
table-row xyxy=(1185,1964,1388,1976)
page-number: 2 xyxy=(116,27,126,48)
article-kicker: LA TRAGEDIA DEL «FLORIDA» xyxy=(354,1524,530,1537)
article-body: È aperto il concorso per l'ammissione alle colonie marine e montane dei figli di anni 6 sino ai 12 dei dipendenti statali. Sono ammessi a concorrere: i figli di impiegati o salariati dello Stato, compresi quelli del personale civile e militare. Possono essere ammessi alle colonie i figli dai 6 ai 12 anni degli impiegati civili dello Stato, dei militari e degli agenti dell'Opera di previdenza, in attività di servizio e di grado non superiore al 1000. Gli aspiranti dovranno presentare domanda entro il 15 maggio. Le colonie avranno la durata di trenta giorni e i posti disponibili sono 500. xyxy=(551,1239,745,1429)
table-cell: Mare calmo xyxy=(1313,2076,1387,2088)
listing-item: EXCELSIOR: «Le luci della città» di Charlie Chaplin, ore 15. xyxy=(1396,705,1600,730)
article-body: Un selvaggio episodio di sangue si è verificato stamane in una cascina della borgata di Lucento. Il contadino Giuseppe Bertolotto, di 58 anni, in seguito ad una lite per ragioni di interesse, ha colpito con un coltello la nipote Maria, di 22 anni, ferendola gravemente. La giovane è stata trasportata all'ospedale. Il feritore è stato arrestato dai carabinieri. xyxy=(969,901,1174,1010)
table-cell: 16 xyxy=(1222,1951,1268,1964)
table-cell: Coperto m. agitato xyxy=(1313,2151,1387,2173)
column-rule xyxy=(963,58,964,2117)
article-body: uno di quegli osservatori che funzionano attivamente nelle regioni d'Italia. Ha parlato quindi il prof. Buzzi Carocci sulla colonizzazione agraria delle isole italiane dell'Egeo. Ultimo relatore della quinta sezione è stato il dott. Alfredo Lenzi, che ha parlato sull'azione economica italiana nell'Egeo. La sesta sezione ha iniziato i suoi lavori con la relazione del col. medico dott. Castellino sull'assistenza sanitaria militare e civile nelle Colonie. Quindi il professor Wilfredo Chiodi ha letto la sua relazione circa l'igiene coloniale e i suoi compiti di fronte al colono europeo e a quello indigeno. xyxy=(344,164,540,354)
table-cell: 7 xyxy=(1268,2001,1313,2014)
meteo-heading: BOLLETTINO METEOROLOGICO xyxy=(1224,1896,1349,1926)
radio-listing xyxy=(1396,976,1600,1090)
article-body: Ha fatto seguito il maggiore Francesco Corò, il quale ha parlato dell'antica strada romana da Tabunacti a Cydamus. Infine ha chiuso i lavori della sezione storico-archeologica di questa mattina, il dottor Giulio Jacopi, che ha fatto una relazione dettagliatissima sull'opera svolta dalla direzione del Museo archeologico di Rodi sull'antico arcipelago Egeo, l'organismo scientifico annesso al Museo. Nella sezione seconda si è avuta una dotta relazione del prof. Giovanni Negri sui principali problemi fito-geografici delle nostre Colonie. Quindi il prof. Chiovenda ha riferito sullo stato dell'esplorazione floristica dell'Africa orientale italiana e sull'utilità delle nostre Colonie per i prodotti naturali che vi si possono raccogliere, richiamando l'importanza della conoscenza delle loro flore in relazione allo sfruttamento agricolo. Il prof. Guido Paoli ha letto quindi una comunicazione sull'arricchimento del cotone in Somalia e il prof. marchese Giuseppe Lopez ha parlato degli esemplari più interessanti delle faune delle nostre Colonie, che vivono nei giardini zoologici di Roma. Infine il prof. Adriano Fiori ha fatto una relazione con proiezioni sulle specie floreali della Colonia Eritrea e dell'isola di Rodi. xyxy=(120,418,332,785)
theatre-name: LIRICO xyxy=(1262,395,1311,410)
listing-item: SCALA: Riposo. xyxy=(1396,286,1465,298)
table-cell: Mare poco mosso xyxy=(1313,2026,1387,2038)
article-body: Le rappresentazioni della commedia Toto, dalla Compagnia Za-pani al Teatro Olimpia, sono state ripetute. Ieri sera si è ripresa con successo Le penne di un letto, gaia commedia in tre atti. xyxy=(1185,668,1388,735)
table-cell: 15 xyxy=(1222,2014,1268,2026)
article-zeppelin xyxy=(120,1553,332,1826)
dateline: TRIESTE, 9 notte. xyxy=(816,1074,898,1088)
listing-item: CENTRALE: «La fanciulla del West», ore 15. xyxy=(1396,690,1581,702)
listing-item: IMPERO: «Amore e sacrificio», ore 15. xyxy=(1396,760,1556,772)
article-subheadline: verranno notevolmente diminuiti xyxy=(360,1689,525,1702)
table-cell: 21 xyxy=(1222,2126,1268,2138)
table-cell: Cielo 1/4 coperto xyxy=(1313,1976,1387,1989)
